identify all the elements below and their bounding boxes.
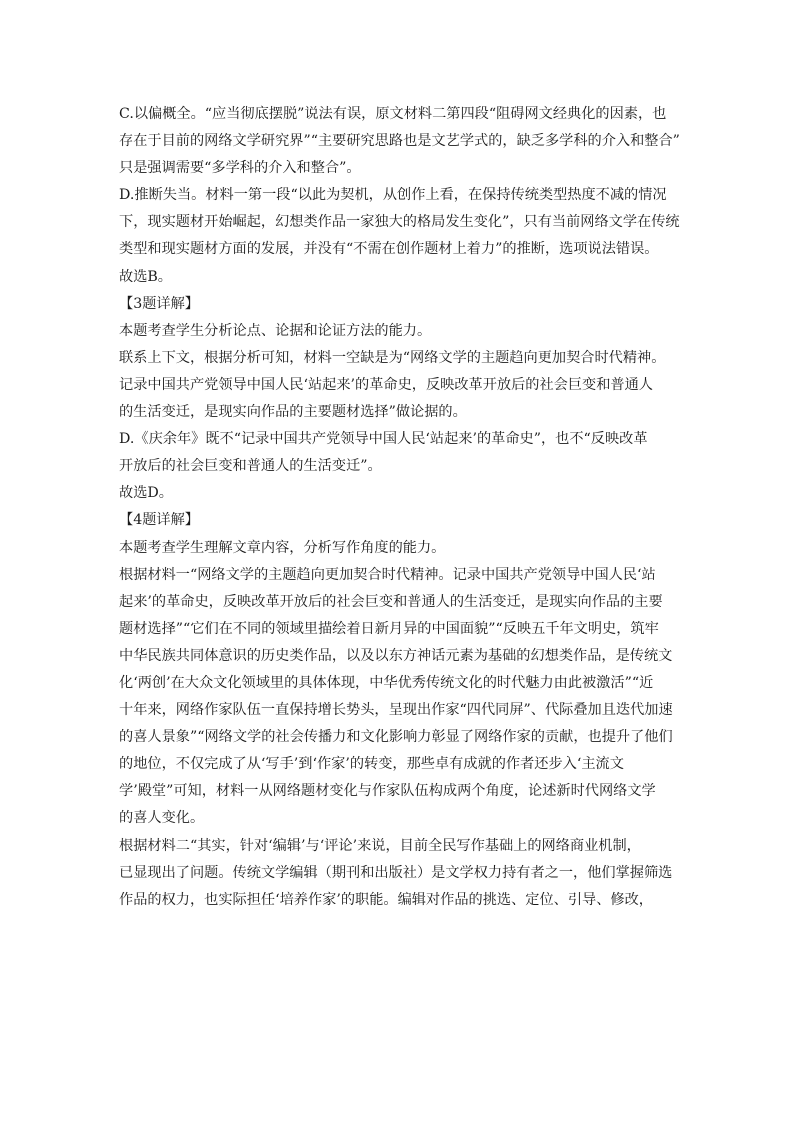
text-line: 故选B。 [119, 268, 172, 285]
text-line: 根据材料二“其实，针对‘编辑’与‘评论’来说，目前全民写作基础上的网络商业机制， [119, 837, 641, 854]
text-line: 化‘两创’在大众文化领域里的具体体现，中华优秀传统文化的时代魅力由此被激活”“近 [119, 674, 654, 691]
text-line: 只是强调需要“多学科的介入和整合”。 [119, 160, 361, 177]
text-line: D.推断失当。材料一第一段“以此为契机，从创作上看，在保持传统类型热度不减的情况 [119, 187, 667, 204]
text-line: 中华民族共同体意识的历史类作品，以及以东方神话元素为基础的幻想类作品，是传统文 [119, 647, 673, 664]
text-line: 学’殿堂”可知，材料一从网络题材变化与作家队伍构成两个角度，论述新时代网络文学 [119, 783, 656, 800]
text-line: 【4题详解】 [119, 512, 199, 529]
text-line: 类型和现实题材方面的发展，并没有“不需在创作题材上着力”的推断，选项说法错误。 [119, 241, 659, 258]
text-line: D.《庆余年》既不“记录中国共产党领导中国人民‘站起来’的革命史”，也不“反映改革 [119, 431, 648, 448]
text-line: 本题考查学生理解文章内容，分析写作角度的能力。 [119, 539, 446, 556]
text-line: 存在于目前的网络文学研究界”“主要研究思路也是文艺学式的，缺乏多学科的介入和整合” [119, 133, 680, 150]
text-line: 下，现实题材开始崛起，幻想类作品一家独大的格局发生变化”，只有当前网络文学在传统 [119, 214, 680, 231]
text-line: 作品的权力，也实际担任‘培养作家’的职能。编辑对作品的挑选、定位、引导、修改， [119, 891, 653, 908]
document-body [119, 101, 689, 914]
text-line: 的生活变迁，是现实向作品的主要题材选择”做论据的。 [119, 404, 467, 421]
text-line: C.以偏概全。“应当彻底摆脱”说法有误，原文材料二第四段“阻碍网文经典化的因素，也 [119, 106, 667, 122]
text-line: 的喜人景象”“网络文学的社会传播力和文化影响力彰显了网络作家的贡献，也提升了他们 [119, 729, 673, 746]
text-line: 的地位，不仅完成了从‘写手’到‘作家’的转变，那些卓有成就的作者还步入‘主流文 [119, 756, 624, 773]
text-line: 开放后的社会巨变和普通人的生活变迁”。 [119, 458, 382, 475]
text-line: 根据材料一“网络文学的主题趋向更加契合时代精神。记录中国共产党领导中国人民‘站 [119, 566, 656, 583]
text-line: 【3题详解】 [119, 295, 199, 312]
text-line: 的喜人变化。 [119, 810, 205, 827]
text-line: 十年来，网络作家队伍一直保持增长势头，呈现出作家“四代同屏”、代际叠加且迭代加速 [119, 702, 673, 719]
text-line: 联系上下文，根据分析可知，材料一空缺是为“网络文学的主题趋向更加契合时代精神。 [119, 349, 666, 366]
text-line: 本题考查学生分析论点、论据和论证方法的能力。 [119, 322, 432, 339]
text-line: 故选D。 [119, 485, 173, 502]
text-line: 起来’的革命史，反映改革开放后的社会巨变和普通人的生活变迁，是现实向作品的主要 [119, 593, 663, 610]
text-line: 已显现出了问题。传统文学编辑（期刊和出版社）是文学权力持有者之一，他们掌握筛选 [119, 864, 673, 881]
text-line: 记录中国共产党领导中国人民‘站起来’的革命史，反映改革开放后的社会巨变和普通人 [119, 376, 653, 393]
text-line: 题材选择”“它们在不同的领域里描绘着日新月异的中国面貌”“反映五千年文明史，筑牢 [119, 620, 659, 637]
